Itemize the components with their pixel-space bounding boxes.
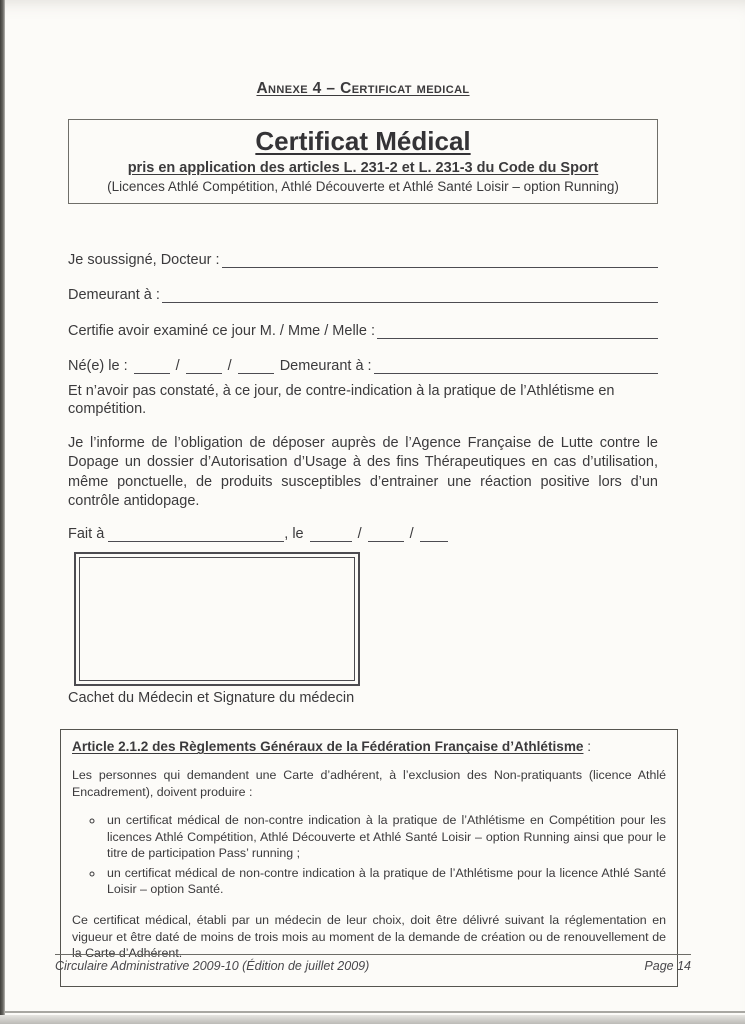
certificate-licenses-line: (Licences Athlé Compétition, Athlé Découverte et Athlé Santé Loisir – option Running) xyxy=(107,179,619,194)
stamp-caption: Cachet du Médecin et Signature du médecin xyxy=(68,690,355,707)
article-heading xyxy=(72,738,666,756)
article-heading-colon: : xyxy=(583,739,592,755)
made-at-label: Fait à xyxy=(68,526,105,543)
article-bullet-sante: ◦ un certificat médical de non-contre indication à la pratique de l’Athlétisme pour la licence Athlé Santé Loisir – option Santé. xyxy=(104,865,666,898)
month-blank xyxy=(368,526,404,542)
doctor-address-label: Demeurant à : xyxy=(68,287,160,304)
certificate-subtitle: pris en application des articles L. 231-2 et L. 231-3 du Code du Sport xyxy=(127,160,599,176)
statement-antidoping: Je l’informe de l’obligation de déposer auprès de l’Agence Française de Lutte contre le Dopage un dossier d’Autorisation d’Usage à des fins Thérapeutiques en cas d’utilisation, même ponctuelle, de produits susceptibles d’entrainer une réaction positive lors d’un contrôle antidopage. xyxy=(68,434,658,510)
date-separator: / xyxy=(175,357,180,374)
doctor-address-blank xyxy=(162,287,658,303)
article-bullet-list xyxy=(72,812,666,897)
article-intro: Les personnes qui demandent une Carte d’adhérent, à l’exclusion des Non-pratiquants (licence Athlé Encadrement), doivent produire : xyxy=(72,768,666,799)
field-row-place-date xyxy=(68,526,658,542)
doctor-stamp-box xyxy=(74,552,360,686)
field-row-birthdate-address xyxy=(68,358,658,374)
scan-left-edge xyxy=(0,0,5,1024)
patient-name-label: Certifie avoir examiné ce jour M. / Mme / Melle : xyxy=(68,322,376,339)
article-closing: Ce certificat médical, établi par un médecin de leur choix, doit être délivré suivant la réglementation en vigueur et être daté de moins de trois mois au moment de la demande de création ou de renouvellement de la Carte d’Adhérent. xyxy=(72,913,666,961)
page-content xyxy=(68,0,666,987)
date-separator: / xyxy=(409,526,414,543)
birth-day-blank xyxy=(134,358,170,374)
field-row-doctor-name xyxy=(68,252,658,268)
doctor-name-label: Je soussigné, Docteur : xyxy=(68,252,220,269)
year-blank xyxy=(420,526,448,542)
patient-address-blank xyxy=(374,358,658,374)
birthdate-label: Né(e) le : xyxy=(68,357,128,374)
scanner-bottom-edge xyxy=(0,1015,745,1024)
paper-bottom-edge xyxy=(5,1011,745,1013)
place-blank xyxy=(108,526,284,542)
birth-year-blank xyxy=(238,358,274,374)
article-heading-text: Article 2.1.2 des Règlements Généraux de la Fédération Française d’Athlétisme xyxy=(72,739,584,755)
field-row-patient-name xyxy=(68,322,658,338)
certificate-title: Certificat Médical xyxy=(255,126,471,156)
date-separator: / xyxy=(227,357,232,374)
annex-heading: Annexe 4 – Certificat medical xyxy=(256,80,470,97)
birth-month-blank xyxy=(186,358,222,374)
date-separator: / xyxy=(357,526,362,543)
certificate-form xyxy=(68,252,658,374)
footer-page-number: Page 14 xyxy=(644,959,691,973)
article-bullet-competition: ◦ un certificat médical de non-contre indication à la pratique de l’Athlétisme en Compétition pour les licences Athlé Compétition, Athlé Découverte et Athlé Santé Loisir – option Running ainsi que pour le titre de participation Pass’ running ; xyxy=(104,812,666,861)
doctor-stamp-box-inner xyxy=(79,557,355,681)
page-footer xyxy=(55,954,691,973)
footer-circulaire-text: Circulaire Administrative 2009-10 (Édition de juillet 2009) xyxy=(55,959,370,973)
day-blank xyxy=(310,526,352,542)
regulation-article-box xyxy=(60,729,678,986)
doctor-name-blank xyxy=(222,252,658,268)
patient-name-blank xyxy=(377,322,658,338)
certificate-title-box xyxy=(68,119,658,204)
date-prefix-label: , le xyxy=(284,526,304,543)
statement-no-contraindication: Et n’avoir pas constaté, à ce jour, de contre-indication à la pratique de l’Athlétisme en compétition. xyxy=(68,382,615,418)
field-row-doctor-address xyxy=(68,287,658,303)
patient-address-label: Demeurant à : xyxy=(279,357,372,374)
